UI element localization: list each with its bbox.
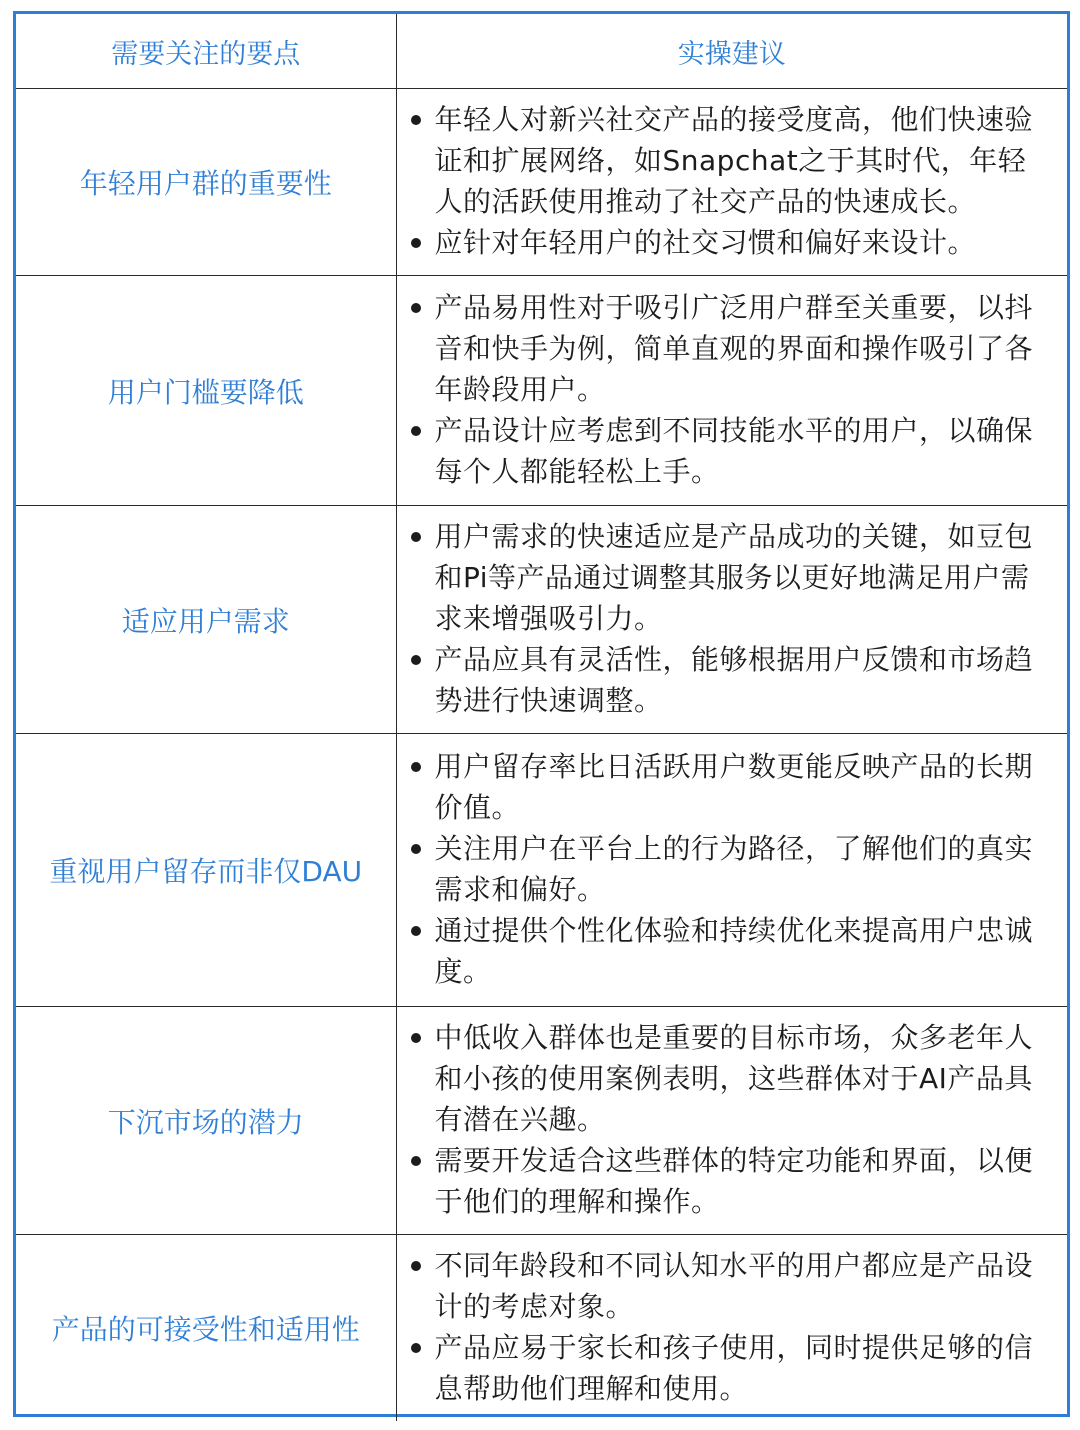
advice-table-frame (13, 11, 1070, 1417)
table-row (16, 89, 1067, 276)
advice-list (411, 516, 1050, 721)
advice-item (411, 746, 1050, 828)
bullet-icon (411, 1261, 421, 1271)
advice-text: 不同年龄段和不同认知水平的用户都应是产品设计的考虑对象。 (434, 1249, 1034, 1323)
advice-item (411, 1017, 1050, 1140)
advice-text: 关注用户在平台上的行为路径，了解他们的真实需求和偏好。 (434, 832, 1034, 906)
key-point-cell: 适应用户需求 (16, 506, 396, 734)
header-row (16, 14, 1067, 89)
advice-text: 应针对年轻用户的社交习惯和偏好来设计。 (434, 226, 977, 259)
advice-item (411, 410, 1050, 492)
advice-list (411, 287, 1050, 492)
advice-item (411, 1140, 1050, 1222)
advice-item (411, 99, 1050, 222)
bullet-icon (411, 762, 421, 772)
advice-text: 通过提供个性化体验和持续优化来提高用户忠诚度。 (434, 914, 1034, 988)
bullet-icon (411, 115, 421, 125)
bullet-icon (411, 532, 421, 542)
bullet-icon (411, 926, 421, 936)
advice-text: 中低收入群体也是重要的目标市场，众多老年人和小孩的使用案例表明，这些群体对于AI产品具有潜在兴趣。 (434, 1021, 1034, 1136)
key-point-cell: 用户门槛要降低 (16, 276, 396, 506)
key-point-cell: 年轻用户群的重要性 (16, 89, 396, 276)
advice-text: 产品易用性对于吸引广泛用户群至关重要，以抖音和快手为例，简单直观的界面和操作吸引了各年龄段用户。 (434, 291, 1034, 406)
advice-item (411, 910, 1050, 992)
advice-item (411, 639, 1050, 721)
advice-item (411, 1245, 1050, 1327)
advice-text: 产品设计应考虑到不同技能水平的用户，以确保每个人都能轻松上手。 (434, 414, 1034, 488)
advice-cell (396, 276, 1067, 506)
advice-list (411, 99, 1050, 263)
advice-table (16, 14, 1067, 1421)
advice-text: 需要开发适合这些群体的特定功能和界面，以便于他们的理解和操作。 (434, 1144, 1034, 1218)
advice-list (411, 1245, 1050, 1409)
bullet-icon (411, 655, 421, 665)
advice-list (411, 1017, 1050, 1222)
bullet-icon (411, 1343, 421, 1353)
header-practical-advice: 实操建议 (396, 14, 1067, 89)
table-row (16, 734, 1067, 1007)
advice-text: 用户留存率比日活跃用户数更能反映产品的长期价值。 (434, 750, 1034, 824)
bullet-icon (411, 303, 421, 313)
advice-cell (396, 506, 1067, 734)
advice-item (411, 1327, 1050, 1409)
advice-item (411, 287, 1050, 410)
header-key-points: 需要关注的要点 (16, 14, 396, 89)
bullet-icon (411, 844, 421, 854)
bullet-icon (411, 1156, 421, 1166)
table-row (16, 276, 1067, 506)
advice-item (411, 828, 1050, 910)
bullet-icon (411, 1033, 421, 1043)
advice-text: 年轻人对新兴社交产品的接受度高，他们快速验证和扩展网络，如Snapchat之于其时代，年轻人的活跃使用推动了社交产品的快速成长。 (434, 103, 1034, 218)
advice-item (411, 222, 1050, 263)
table-row (16, 1235, 1067, 1422)
table-row (16, 506, 1067, 734)
key-point-cell: 产品的可接受性和适用性 (16, 1235, 396, 1422)
bullet-icon (411, 426, 421, 436)
key-point-cell: 下沉市场的潜力 (16, 1007, 396, 1235)
key-point-cell: 重视用户留存而非仅DAU (16, 734, 396, 1007)
advice-cell (396, 1007, 1067, 1235)
advice-cell (396, 89, 1067, 276)
advice-text: 用户需求的快速适应是产品成功的关键，如豆包和Pi等产品通过调整其服务以更好地满足用户需求来增强吸引力。 (434, 520, 1034, 635)
advice-item (411, 516, 1050, 639)
advice-cell (396, 734, 1067, 1007)
table-row (16, 1007, 1067, 1235)
advice-text: 产品应具有灵活性，能够根据用户反馈和市场趋势进行快速调整。 (434, 643, 1034, 717)
advice-list (411, 746, 1050, 992)
bullet-icon (411, 238, 421, 248)
advice-text: 产品应易于家长和孩子使用，同时提供足够的信息帮助他们理解和使用。 (434, 1331, 1034, 1405)
advice-cell (396, 1235, 1067, 1422)
